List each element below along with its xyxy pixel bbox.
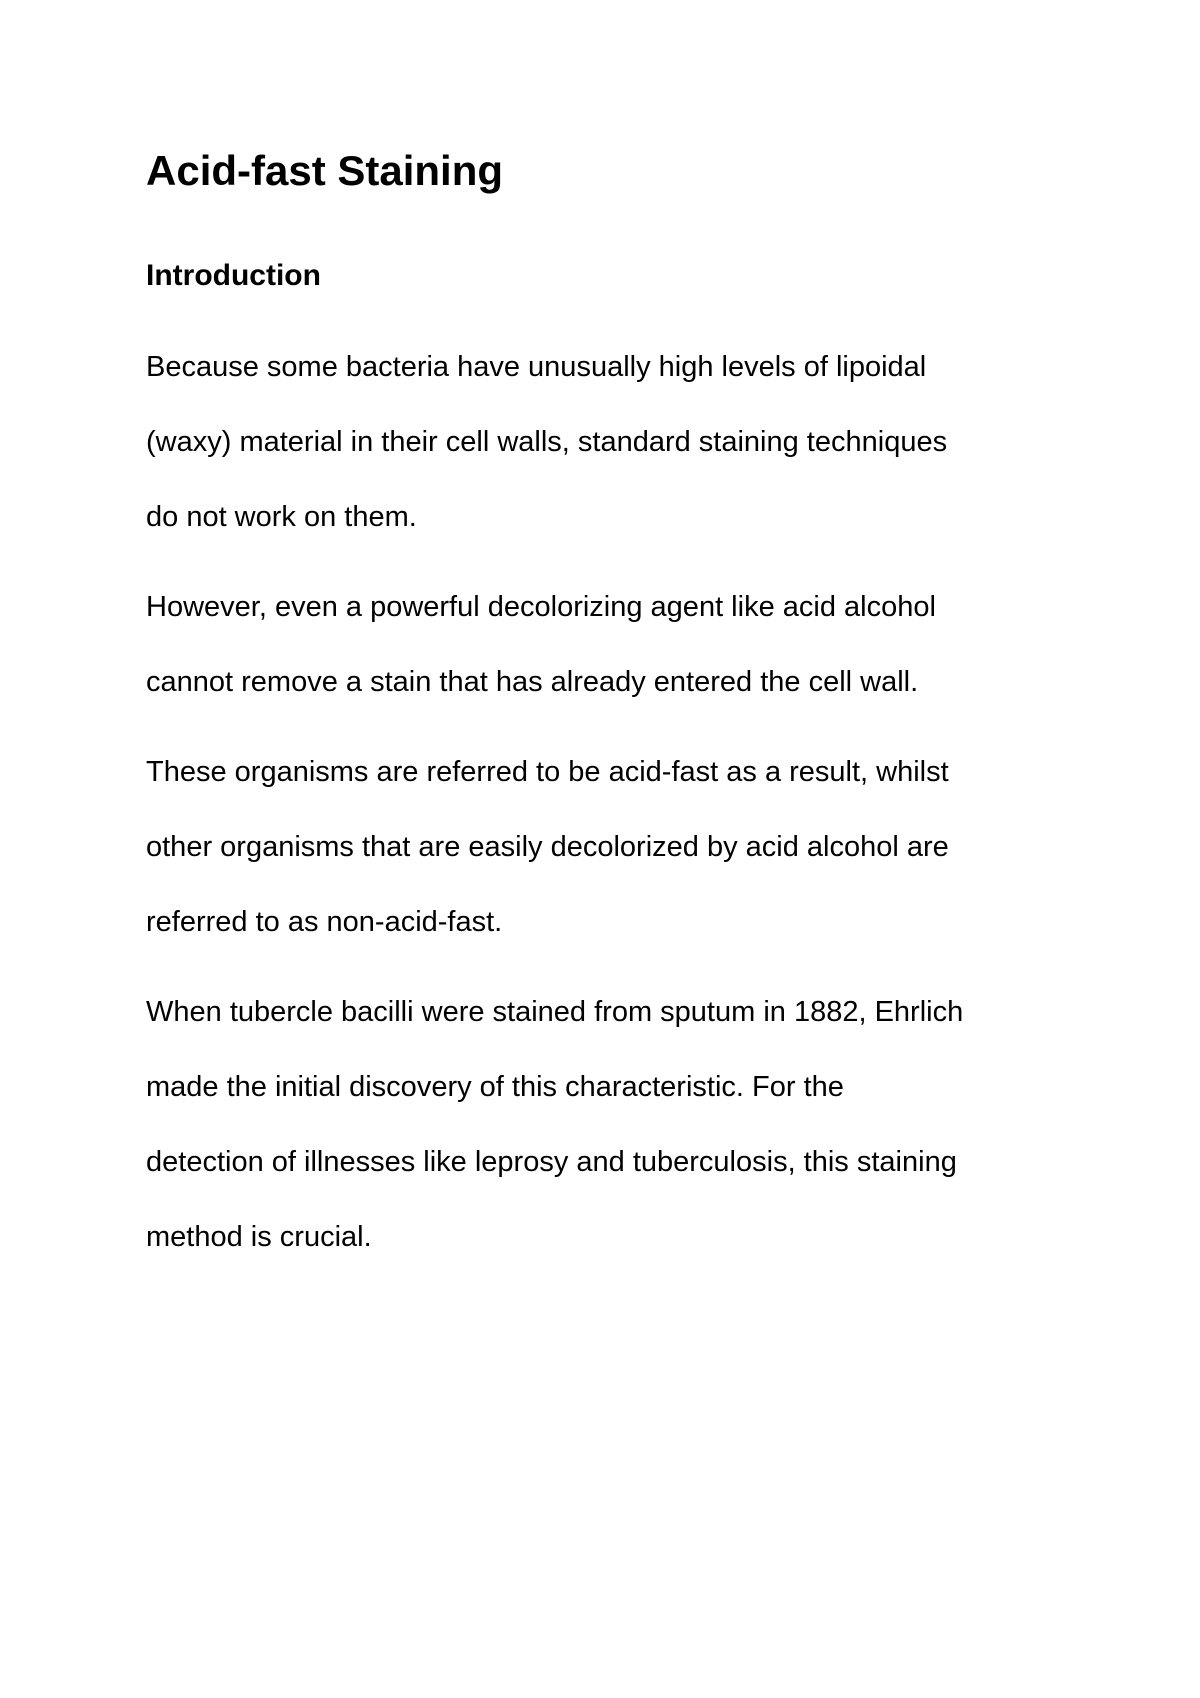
paragraph-line: However, even a powerful decolorizing agent like acid alcohol bbox=[146, 591, 936, 623]
paragraph-line: (waxy) material in their cell walls, standard staining techniques bbox=[146, 426, 948, 458]
paragraph-line: These organisms are referred to be acid-fast as a result, whilst bbox=[146, 756, 949, 788]
paragraph-4 bbox=[146, 975, 1086, 1275]
paragraph-2 bbox=[146, 570, 1086, 720]
paragraph-3 bbox=[146, 735, 1086, 960]
paragraph-line: do not work on them. bbox=[146, 501, 417, 533]
paragraph-line: When tubercle bacilli were stained from sputum in 1882, Ehrlich bbox=[146, 996, 964, 1028]
document-title: Acid-fast Staining bbox=[146, 147, 504, 194]
paragraph-line: other organisms that are easily decolorized by acid alcohol are bbox=[146, 831, 949, 863]
paragraph-line: Because some bacteria have unusually high levels of lipoidal bbox=[146, 351, 927, 383]
paragraph-line: made the initial discovery of this characteristic. For the bbox=[146, 1071, 844, 1103]
paragraph-1 bbox=[146, 330, 1086, 555]
paragraph-line: detection of illnesses like leprosy and tuberculosis, this staining bbox=[146, 1146, 957, 1178]
paragraph-line: method is crucial. bbox=[146, 1221, 372, 1253]
section-heading-introduction: Introduction bbox=[146, 259, 321, 292]
document-body bbox=[146, 138, 1086, 1275]
paragraph-line: cannot remove a stain that has already entered the cell wall. bbox=[146, 666, 919, 698]
paragraph-line: referred to as non-acid-fast. bbox=[146, 906, 503, 938]
